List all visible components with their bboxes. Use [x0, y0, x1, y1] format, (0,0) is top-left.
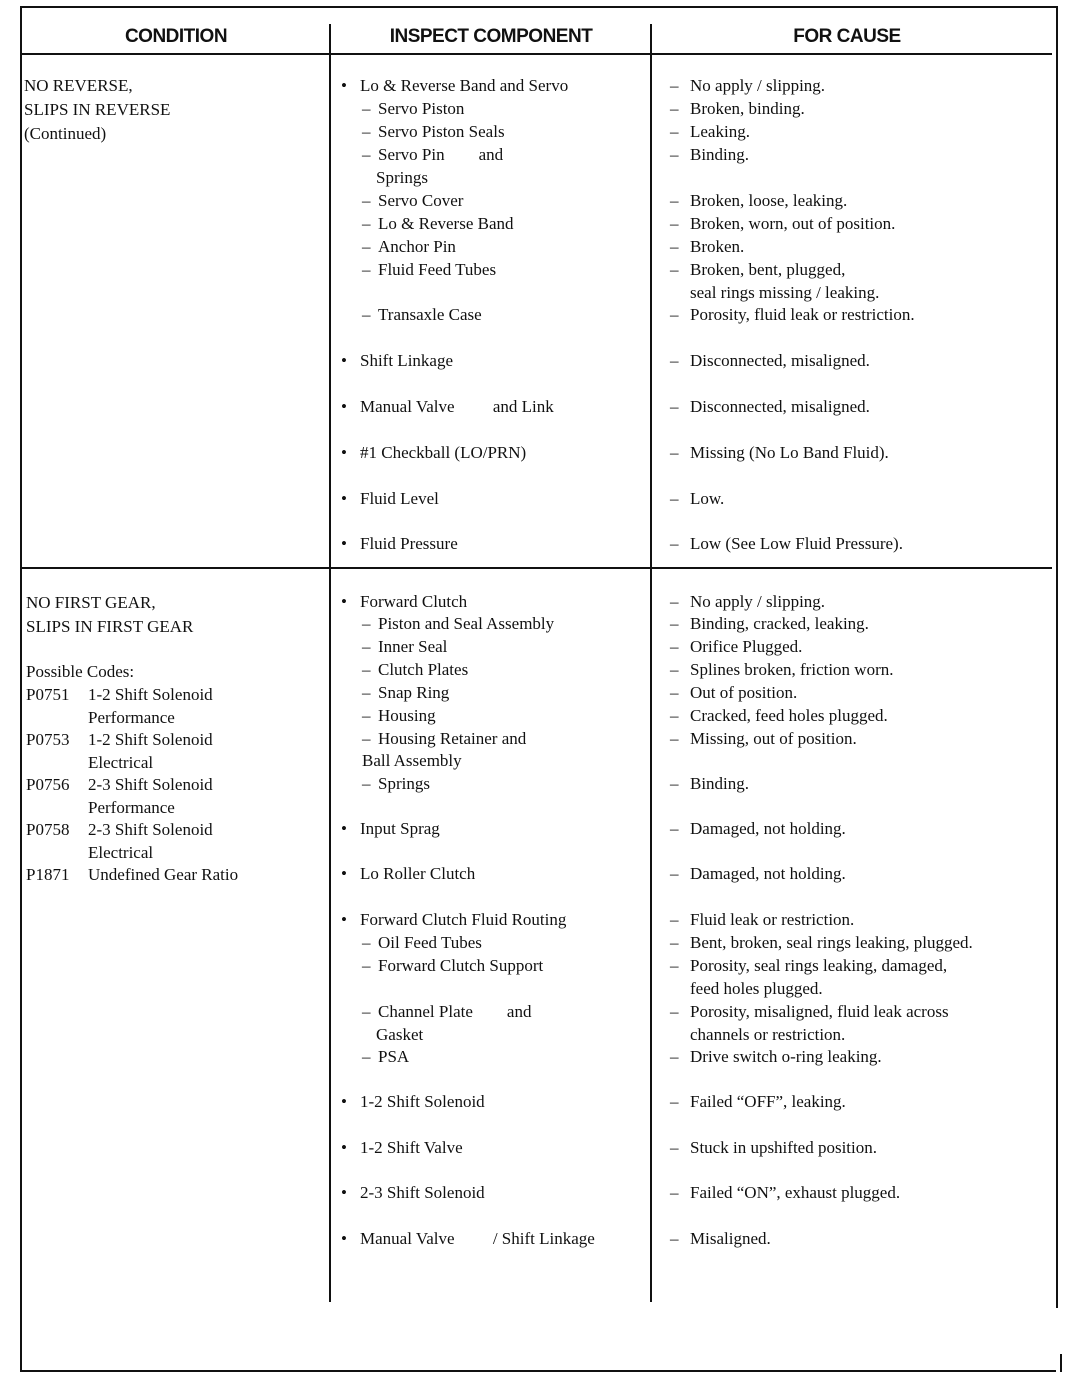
component-item: • Forward Clutch Fluid Routing	[360, 908, 566, 931]
cause-item: – Leaking.	[690, 120, 750, 143]
component-item: • Input Sprag	[360, 817, 440, 840]
component-item: • 1-2 Shift Solenoid	[360, 1090, 485, 1113]
component-item: • Forward Clutch	[360, 590, 467, 613]
subcomponent-item: Gasket	[376, 1025, 424, 1044]
dtc-description: 2-3 Shift Solenoid	[88, 775, 213, 794]
cause-item: – Low (See Low Fluid Pressure).	[690, 532, 903, 555]
dtc-description: Electrical	[88, 753, 154, 772]
subcomponent-item: – PSA	[378, 1045, 409, 1068]
cause-item: – Damaged, not holding.	[690, 817, 846, 840]
subcomponent-item: – Clutch Plates	[378, 658, 468, 681]
cause-item: – Missing (No Lo Band Fluid).	[690, 441, 889, 464]
cause-item: – Porosity, seal rings leaking, damaged,	[690, 954, 947, 977]
subcomponent-item: Ball Assembly	[362, 751, 462, 770]
cause-item: – Broken, worn, out of position.	[690, 212, 895, 235]
component-item: • Fluid Pressure	[360, 532, 458, 555]
dtc-description: 1-2 Shift Solenoid	[88, 730, 213, 749]
dtc-code: P0753	[26, 730, 70, 749]
subcomponent-item: – Fluid Feed Tubes	[378, 258, 496, 281]
column-divider-1	[329, 24, 331, 1302]
cause-item: – Broken, bent, plugged,	[690, 258, 845, 281]
cause-item: – Binding, cracked, leaking.	[690, 612, 869, 635]
cause-item: – Out of position.	[690, 681, 797, 704]
subcomponent-item: – Transaxle Case	[378, 303, 482, 326]
codes-label: Possible Codes:	[26, 662, 135, 681]
cause-item: – Missing, out of position.	[690, 727, 857, 750]
condition-line: (Continued)	[24, 124, 107, 143]
subcomponent-item: – Anchor Pin	[378, 235, 456, 258]
table-right-border-lower	[1060, 1354, 1062, 1372]
dtc-code: P0756	[26, 775, 70, 794]
cause-item: – Disconnected, misaligned.	[690, 395, 870, 418]
subcomponent-item: – Servo Pin and	[378, 143, 503, 166]
condition-line: SLIPS IN REVERSE	[24, 100, 171, 119]
cause-item: – Bent, broken, seal rings leaking, plugged.	[690, 931, 973, 954]
dtc-description: Electrical	[88, 843, 154, 862]
condition-line: NO REVERSE,	[24, 76, 133, 95]
cause-item: – Broken, loose, leaking.	[690, 189, 847, 212]
dtc-code: P0758	[26, 820, 70, 839]
table-right-border	[1056, 6, 1058, 1308]
dtc-description: Performance	[88, 708, 175, 727]
cause-item: – Splines broken, friction worn.	[690, 658, 894, 681]
cause-item: – Misaligned.	[690, 1227, 771, 1250]
header-condition: CONDITION	[124, 26, 228, 47]
subcomponent-item: – Housing	[378, 704, 436, 727]
cause-item: – Low.	[690, 487, 724, 510]
section-divider	[22, 567, 1052, 569]
cause-item: – Binding.	[690, 772, 749, 795]
subcomponent-item: – Inner Seal	[378, 635, 447, 658]
cause-item: – Drive switch o-ring leaking.	[690, 1045, 882, 1068]
header-for-cause: FOR CAUSE	[793, 26, 901, 47]
cause-item: – Cracked, feed holes plugged.	[690, 704, 888, 727]
cause-item: – No apply / slipping.	[690, 590, 825, 613]
subcomponent-item: – Servo Cover	[378, 189, 463, 212]
component-item: • Manual Valve and Link	[360, 395, 554, 418]
cause-item: channels or restriction.	[690, 1025, 846, 1044]
subcomponent-item: – Lo & Reverse Band	[378, 212, 514, 235]
subcomponent-item: – Piston and Seal Assembly	[378, 612, 554, 635]
subcomponent-item: – Channel Plate and	[378, 1000, 531, 1023]
dtc-description: 2-3 Shift Solenoid	[88, 820, 213, 839]
cause-item: seal rings missing / leaking.	[690, 283, 880, 302]
cause-item: – Porosity, misaligned, fluid leak across	[690, 1000, 949, 1023]
cause-item: – No apply / slipping.	[690, 74, 825, 97]
dtc-code: P0751	[26, 685, 70, 704]
subcomponent-item: – Oil Feed Tubes	[378, 931, 482, 954]
cause-item: – Failed “OFF”, leaking.	[690, 1090, 846, 1113]
cause-item: – Broken, binding.	[690, 97, 805, 120]
dtc-description: Performance	[88, 798, 175, 817]
component-item: • Lo Roller Clutch	[360, 862, 475, 885]
subcomponent-item: – Servo Piston Seals	[378, 120, 505, 143]
subcomponent-item: – Servo Piston	[378, 97, 464, 120]
condition-line: NO FIRST GEAR,	[26, 593, 156, 612]
cause-item: feed holes plugged.	[690, 979, 823, 998]
column-divider-2	[650, 24, 652, 1302]
component-item: • Manual Valve / Shift Linkage	[360, 1227, 595, 1250]
dtc-code: P1871	[26, 865, 70, 884]
cause-item: – Damaged, not holding.	[690, 862, 846, 885]
cause-item: – Failed “ON”, exhaust plugged.	[690, 1181, 900, 1204]
component-item: • 1-2 Shift Valve	[360, 1136, 463, 1159]
subcomponent-item: Springs	[376, 168, 428, 187]
header-inspect-component: INSPECT COMPONENT	[389, 26, 593, 47]
component-item: • #1 Checkball (LO/PRN)	[360, 441, 526, 464]
dtc-description: 1-2 Shift Solenoid	[88, 685, 213, 704]
subcomponent-item: – Springs	[378, 772, 430, 795]
component-item: • 2-3 Shift Solenoid	[360, 1181, 485, 1204]
header-divider	[22, 53, 1052, 55]
cause-item: – Fluid leak or restriction.	[690, 908, 854, 931]
subcomponent-item: – Housing Retainer and	[378, 727, 526, 750]
cause-item: – Porosity, fluid leak or restriction.	[690, 303, 915, 326]
dtc-description: Undefined Gear Ratio	[88, 865, 239, 884]
cause-item: – Broken.	[690, 235, 744, 258]
cause-item: – Disconnected, misaligned.	[690, 349, 870, 372]
component-item: • Shift Linkage	[360, 349, 453, 372]
subcomponent-item: – Snap Ring	[378, 681, 449, 704]
component-item: • Fluid Level	[360, 487, 439, 510]
cause-item: – Orifice Plugged.	[690, 635, 802, 658]
subcomponent-item: – Forward Clutch Support	[378, 954, 543, 977]
cause-item: – Binding.	[690, 143, 749, 166]
component-item: • Lo & Reverse Band and Servo	[360, 74, 568, 97]
cause-item: – Stuck in upshifted position.	[690, 1136, 877, 1159]
condition-line: SLIPS IN FIRST GEAR	[26, 617, 194, 636]
